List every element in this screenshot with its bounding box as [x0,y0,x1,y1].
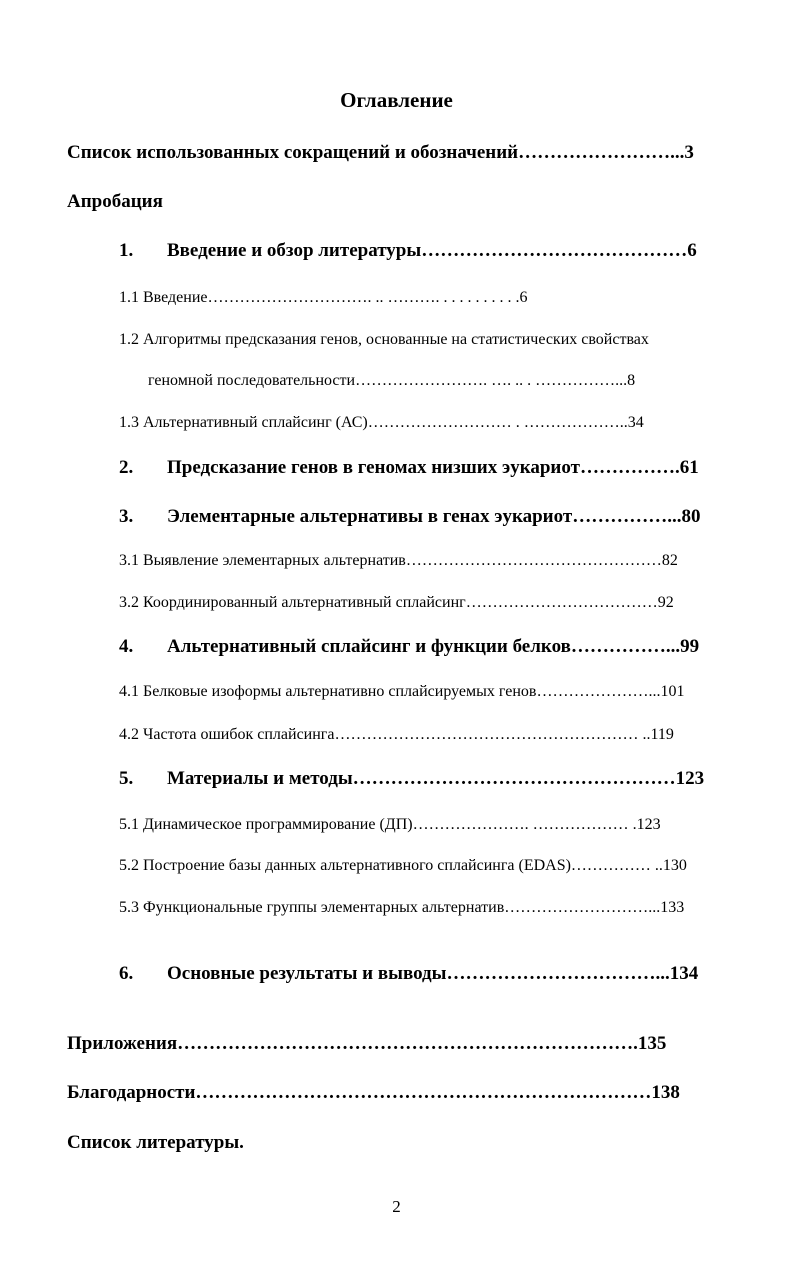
section-entry-continuation: геномной последовательности……………………. …. .. . ……………...8 [148,372,636,389]
page-number: 2 [392,1197,401,1216]
chapter-number: 2. [119,457,134,478]
section-entry: 1.3 Альтернативный сплайсинг (АС)……………………… . ………………..34 [119,414,644,431]
chapter-number: 6. [119,963,134,984]
chapter-title: Альтернативный сплайсинг и функции белков……………...99 [167,636,700,657]
chapter-number: 3. [119,506,134,527]
section-entry: 3.2 Координированный альтернативный сплайсинг………………………………92 [119,594,674,611]
toc-entry-approbation: Апробация [67,191,163,212]
toc-entry-acknowledgements: Благодарности………………………………………………………………138 [67,1082,680,1103]
chapter-title: Материалы и методы……………………………………………123 [167,768,705,789]
section-entry: 5.3 Функциональные группы элементарных альтернатив………………………...133 [119,899,685,916]
chapter-title: Основные результаты и выводы……………………………...134 [167,963,699,984]
chapter-number: 5. [119,768,134,789]
section-entry: 1.2 Алгоритмы предсказания генов, основанные на статистических свойствах [119,331,649,348]
toc-entry-references: Список литературы. [67,1132,244,1153]
toc-entry-appendices: Приложения……………………………………………………………….135 [67,1033,667,1054]
toc-heading: Оглавление [340,88,453,112]
chapter-number: 4. [119,636,134,657]
chapter-title: Введение и обзор литературы……………………………………6 [167,240,697,261]
section-entry: 1.1 Введение…………………………. .. ………. . . . . . . . . . .6 [119,289,528,306]
section-entry: 5.2 Построение базы данных альтернативного сплайсинга (EDAS)…………… ..130 [119,857,687,874]
toc-entry-abbreviations: Список использованных сокращений и обозначений……………………...3 [67,142,694,163]
section-entry: 3.1 Выявление элементарных альтернатив…………………………………………82 [119,552,678,569]
chapter-title: Элементарные альтернативы в генах эукариот……………...80 [167,506,701,527]
chapter-number: 1. [119,240,134,261]
chapter-title: Предсказание генов в геномах низших эукариот…………….61 [167,457,699,478]
section-entry: 4.1 Белковые изоформы альтернативно сплайсируемых генов…………………...101 [119,683,685,700]
section-entry: 5.1 Динамическое программирование (ДП)…………………. ……………… .123 [119,816,661,833]
section-entry: 4.2 Частота ошибок сплайсинга………………………………………………… ..119 [119,726,674,743]
